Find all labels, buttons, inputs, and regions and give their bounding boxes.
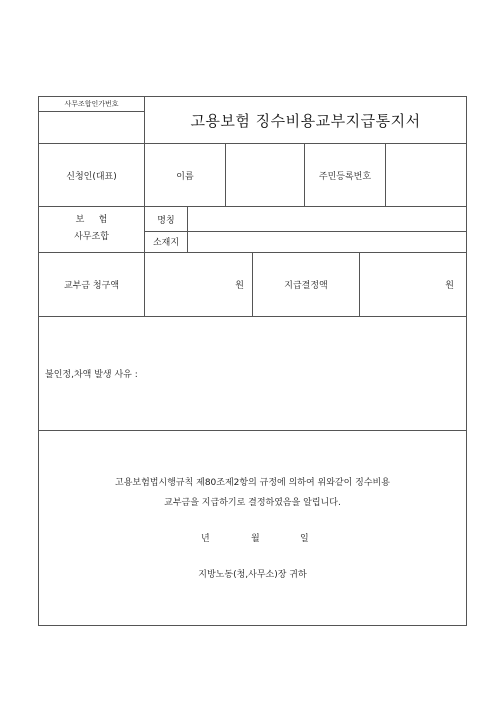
notice-line-1: 고용보험법시행규칙 제80조제2항의 규정에 의하여 위와같이 징수비용 xyxy=(115,478,390,488)
applicant-name-label: 이름 xyxy=(176,171,194,182)
applicant-rrn-label: 주민등록번호 xyxy=(318,171,372,182)
applicant-rrn-value xyxy=(386,144,466,206)
notice-line-2: 교부금을 지급하기로 결정하였음을 알립니다. xyxy=(164,498,341,508)
date-month-label: 월 xyxy=(251,534,260,544)
date-day-label: 일 xyxy=(300,534,309,544)
reason-label: 불인정,차액 발생 사유 : xyxy=(45,370,138,380)
addressee: 지방노동(청,사무소)장 귀하 xyxy=(198,570,307,580)
office-name-value xyxy=(188,207,466,231)
office-name-label: 명칭 xyxy=(157,215,175,226)
claim-amount-unit: 원 xyxy=(235,281,244,291)
applicant-label: 신청인(대표) xyxy=(66,171,117,182)
decision-amount-unit: 원 xyxy=(445,281,454,291)
document-title: 고용보험 징수비용교부지급통지서 xyxy=(190,111,421,130)
claim-amount-label: 교부금 청구액 xyxy=(63,281,120,291)
insurance-office-label xyxy=(39,207,144,251)
date-year-label: 년 xyxy=(201,534,210,544)
grant-notice-form xyxy=(38,96,467,626)
insurance-office-label-line1: 보 험 xyxy=(75,215,108,225)
permit-no-label: 사무조합인가번호 xyxy=(64,100,119,108)
applicant-name-value xyxy=(226,144,304,206)
permit-no-value xyxy=(39,112,144,142)
office-address-value xyxy=(188,232,466,251)
office-address-label: 소재지 xyxy=(152,238,180,248)
insurance-office-label-line2: 사무조합 xyxy=(74,232,109,242)
decision-amount-label: 지급결정액 xyxy=(284,281,328,291)
